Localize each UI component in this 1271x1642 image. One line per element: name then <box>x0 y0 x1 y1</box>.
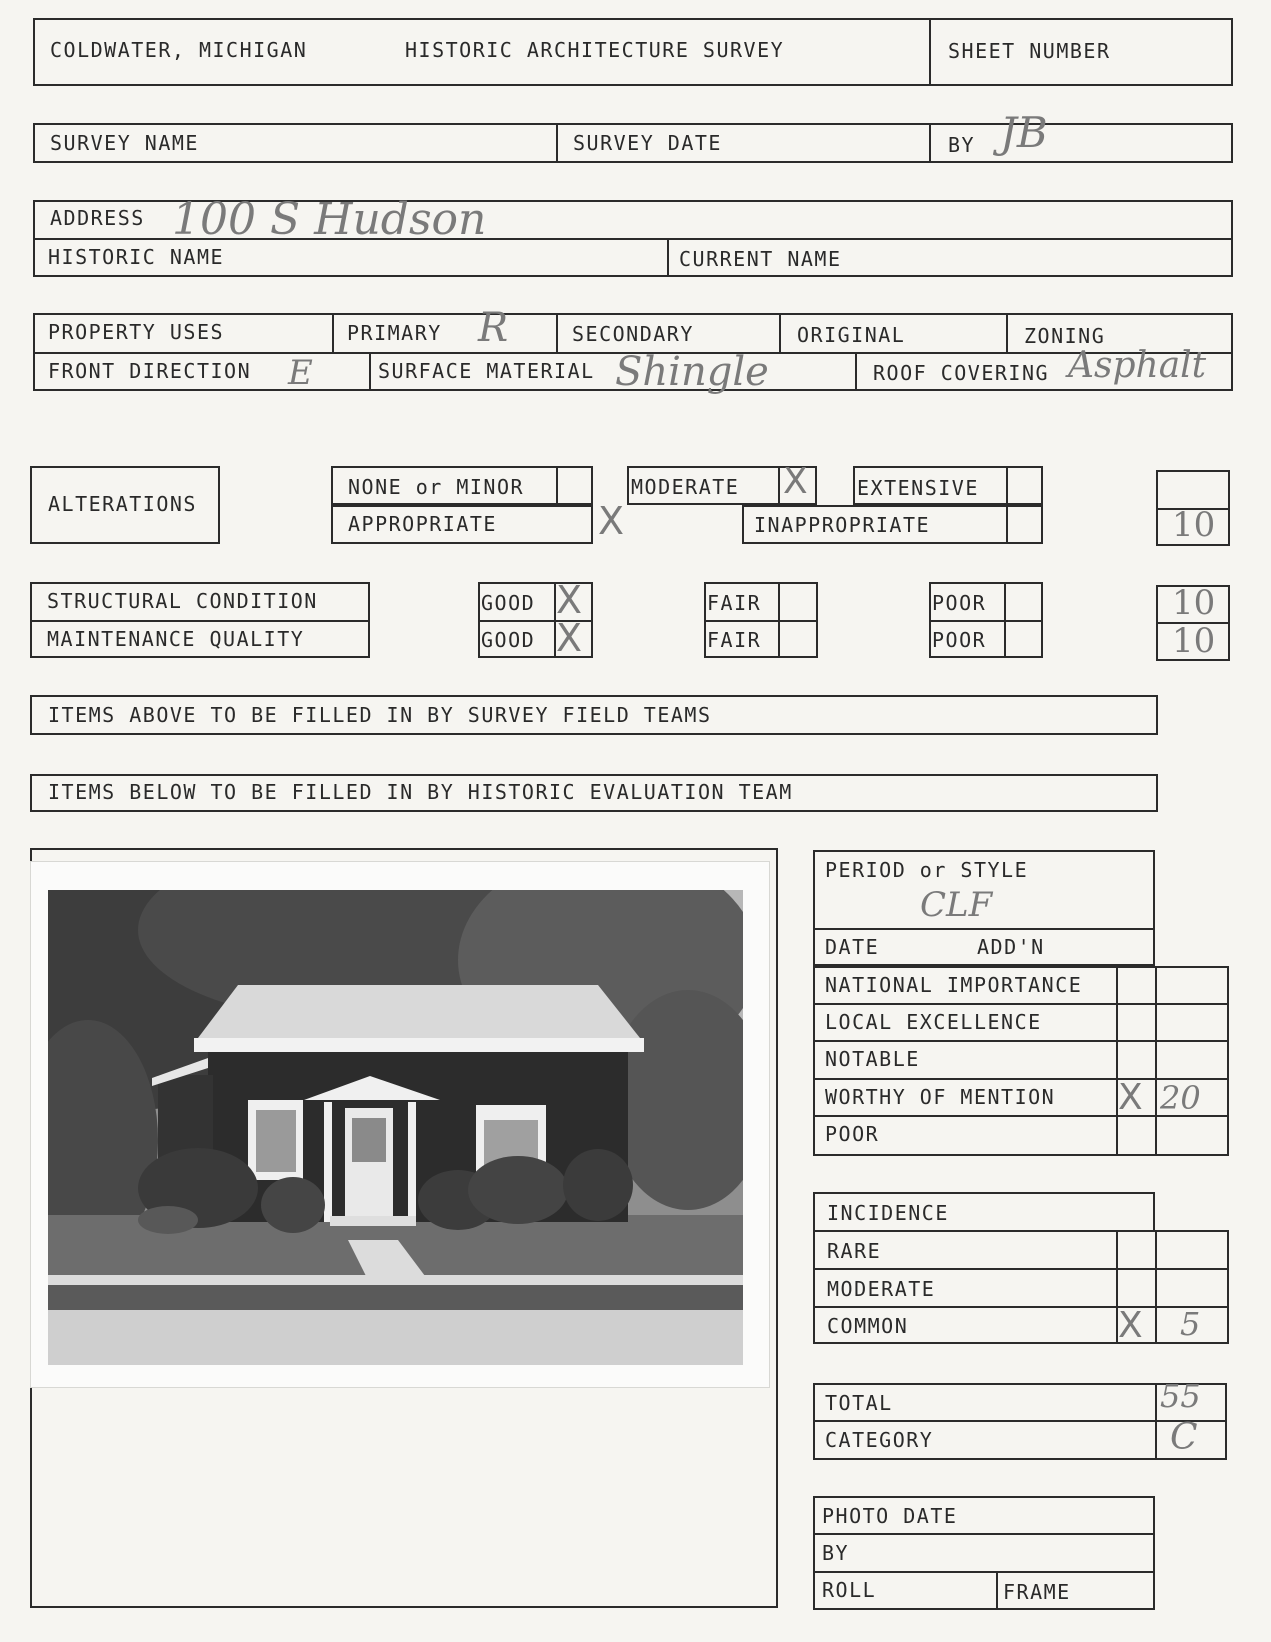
survey-divider-1 <box>556 123 558 163</box>
poor-eval-label: POOR <box>825 1122 880 1146</box>
photo-data-col <box>996 1571 998 1610</box>
moderate-label: MODERATE <box>631 475 740 499</box>
fair-line <box>704 620 818 622</box>
primary-value: R <box>478 305 509 351</box>
total-col <box>1155 1383 1157 1460</box>
category-label: CATEGORY <box>825 1428 934 1452</box>
front-direction-value: E <box>288 353 313 393</box>
moderate-incidence-label: MODERATE <box>827 1277 936 1301</box>
property-div-1 <box>332 313 334 352</box>
frame-label: FRAME <box>1003 1580 1071 1604</box>
notable-label: NOTABLE <box>825 1047 920 1071</box>
incidence-line-1 <box>813 1268 1229 1270</box>
period-date-line <box>813 928 1155 930</box>
incidence-line-2 <box>813 1306 1229 1308</box>
photo-data-line-1 <box>813 1533 1155 1535</box>
addn-label: ADD'N <box>977 935 1045 959</box>
moderate-mark: X <box>783 461 808 502</box>
category-value: C <box>1170 1417 1198 1458</box>
structural-good-mark: X <box>556 578 583 622</box>
good-label-maintenance: GOOD <box>481 628 536 652</box>
roof-covering-value: Asphalt <box>1068 345 1207 386</box>
photo-by-label: BY <box>822 1541 850 1565</box>
appropriate-mark: X <box>598 499 625 543</box>
condition-label-line <box>30 620 370 622</box>
property-div-2 <box>556 313 558 352</box>
inappropriate-label: INAPPROPRIATE <box>754 513 931 537</box>
importance-line-2 <box>813 1040 1229 1042</box>
header-divider <box>929 18 931 86</box>
original-label: ORIGINAL <box>797 323 906 347</box>
address-label: ADDRESS <box>50 206 145 230</box>
importance-score-col <box>1155 966 1157 1156</box>
secondary-label: SECONDARY <box>572 322 694 346</box>
surface-material-value: Shingle <box>615 349 769 395</box>
property-div-5 <box>369 352 371 391</box>
survey-by-label: BY <box>948 133 976 157</box>
historic-name-label: HISTORIC NAME <box>48 245 225 269</box>
house-photo <box>48 890 743 1365</box>
incidence-label: INCIDENCE <box>827 1201 949 1225</box>
alterations-label: ALTERATIONS <box>48 492 197 516</box>
house-photo-image <box>48 890 743 1365</box>
local-excellence-label: LOCAL EXCELLENCE <box>825 1010 1042 1034</box>
property-uses-label: PROPERTY USES <box>48 320 225 344</box>
roof-covering-label: ROOF COVERING <box>873 361 1050 385</box>
front-direction-label: FRONT DIRECTION <box>48 359 252 383</box>
poor-line <box>929 620 1043 622</box>
common-score: 5 <box>1180 1305 1201 1343</box>
sheet-number-label: SHEET NUMBER <box>948 39 1111 63</box>
maintenance-score: 10 <box>1172 621 1216 661</box>
total-line <box>813 1420 1227 1422</box>
note-below: ITEMS BELOW TO BE FILLED IN BY HISTORIC EVALUATION TEAM <box>48 780 793 804</box>
importance-line-1 <box>813 1003 1229 1005</box>
survey-divider-2 <box>929 123 931 163</box>
moderate-check-line <box>778 466 780 505</box>
common-label: COMMON <box>827 1314 909 1338</box>
survey-title: HISTORIC ARCHITECTURE SURVEY <box>405 38 785 62</box>
none-minor-check-line <box>556 466 558 505</box>
zoning-label: ZONING <box>1024 324 1106 348</box>
property-div-4 <box>1006 313 1008 352</box>
rare-label: RARE <box>827 1239 882 1263</box>
maintenance-label: MAINTENANCE QUALITY <box>47 627 305 651</box>
worthy-mark: X <box>1118 1077 1143 1118</box>
importance-mark-col <box>1116 966 1118 1156</box>
poor-check-line <box>1004 582 1006 658</box>
worthy-score: 20 <box>1160 1079 1201 1117</box>
address-value: 100 S Hudson <box>172 194 487 245</box>
date-label: DATE <box>825 935 880 959</box>
current-name-label: CURRENT NAME <box>679 247 842 271</box>
roll-label: ROLL <box>822 1578 877 1602</box>
fair-check-line <box>778 582 780 658</box>
location-label: COLDWATER, MICHIGAN <box>50 38 308 62</box>
maintenance-good-mark: X <box>556 616 583 660</box>
total-label: TOTAL <box>825 1391 893 1415</box>
poor-label-structural: POOR <box>932 591 987 615</box>
structural-label: STRUCTURAL CONDITION <box>47 589 318 613</box>
alterations-score: 10 <box>1172 505 1216 545</box>
appropriate-label: APPROPRIATE <box>348 512 497 536</box>
none-minor-label: NONE or MINOR <box>348 475 525 499</box>
worthy-of-mention-label: WORTHY OF MENTION <box>825 1085 1056 1109</box>
fair-label-maintenance: FAIR <box>707 628 762 652</box>
period-value: CLF <box>920 885 993 925</box>
note-above: ITEMS ABOVE TO BE FILLED IN BY SURVEY FIELD TEAMS <box>48 703 712 727</box>
common-mark: X <box>1118 1305 1143 1346</box>
address-divider <box>667 238 669 277</box>
photo-data-line-2 <box>813 1571 1155 1573</box>
property-div-6 <box>855 352 857 391</box>
primary-label: PRIMARY <box>347 321 442 345</box>
national-importance-label: NATIONAL IMPORTANCE <box>825 973 1083 997</box>
surface-material-label: SURFACE MATERIAL <box>378 359 595 383</box>
survey-date-label: SURVEY DATE <box>573 131 722 155</box>
good-label-structural: GOOD <box>481 591 536 615</box>
survey-by-value: JB <box>1000 108 1048 157</box>
photo-date-label: PHOTO DATE <box>822 1504 958 1528</box>
survey-name-label: SURVEY NAME <box>50 131 199 155</box>
fair-label-structural: FAIR <box>707 591 762 615</box>
structural-score: 10 <box>1172 583 1216 623</box>
poor-label-maintenance: POOR <box>932 628 987 652</box>
period-label: PERIOD or STYLE <box>825 858 1029 882</box>
property-div-3 <box>779 313 781 352</box>
incidence-score-col <box>1155 1230 1157 1344</box>
extensive-label: EXTENSIVE <box>857 476 979 500</box>
total-value: 55 <box>1160 1377 1201 1415</box>
